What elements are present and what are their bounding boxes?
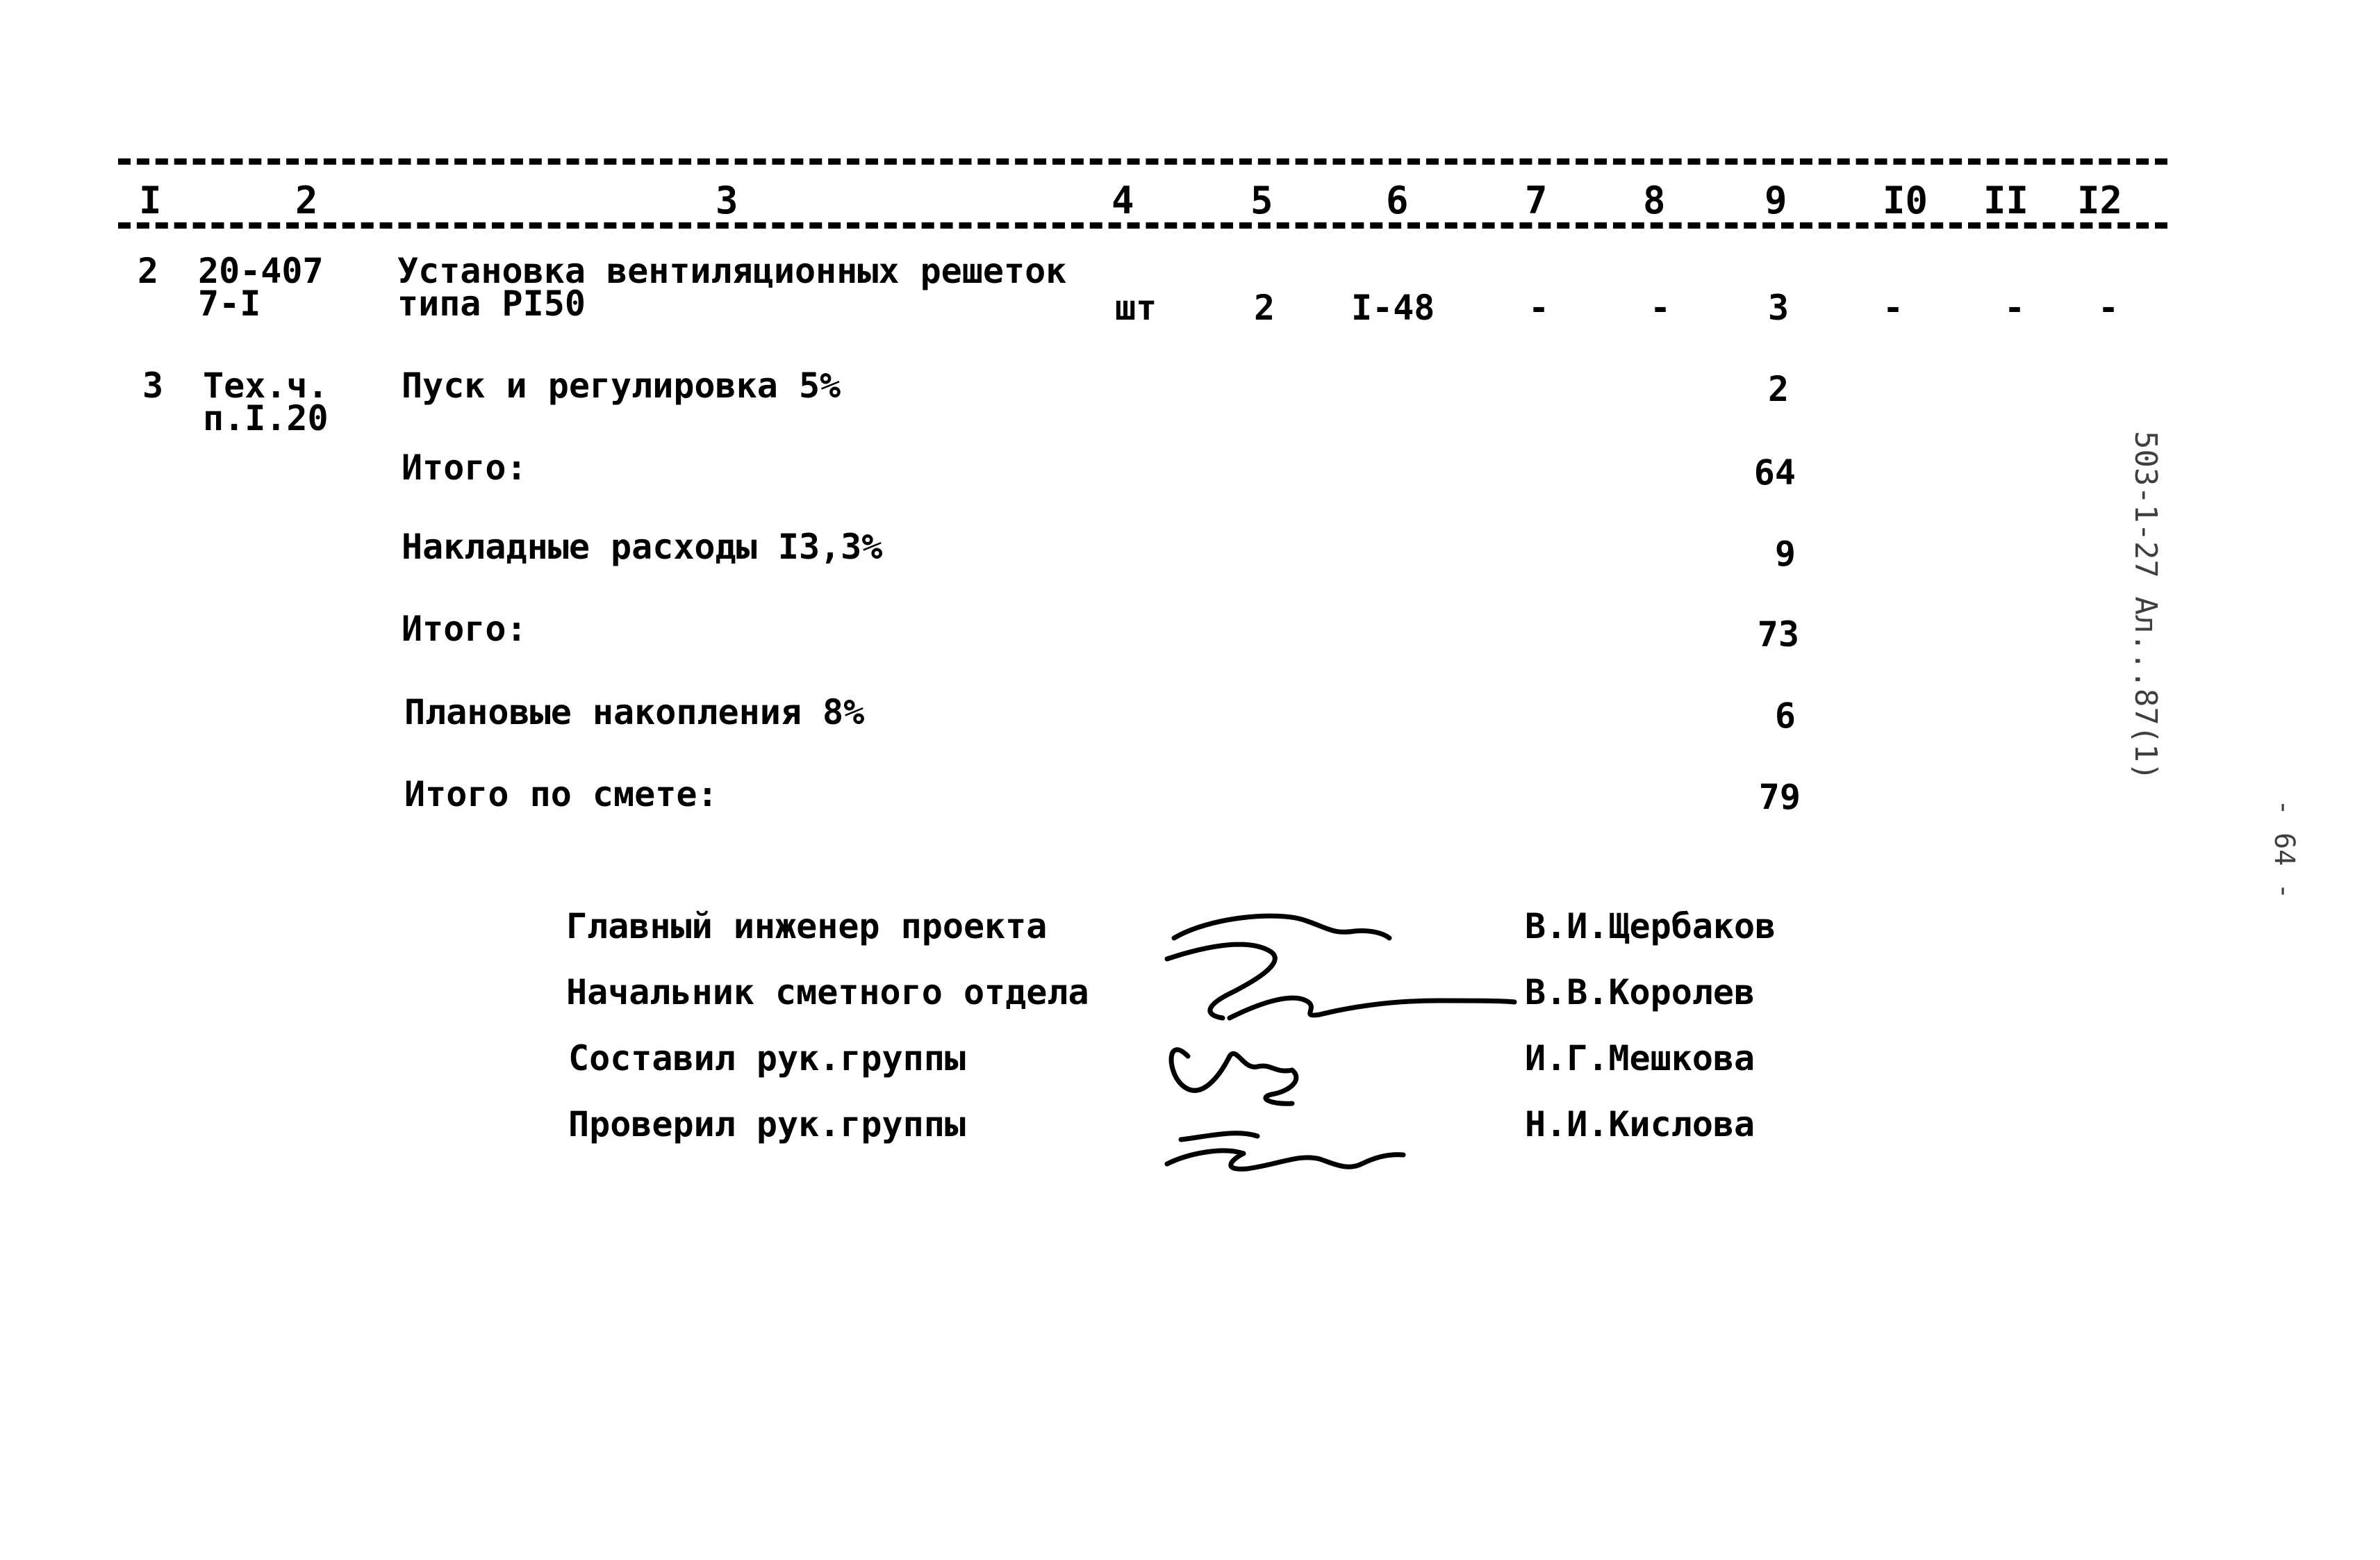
row-number: 3 (142, 366, 164, 406)
column-header: I (139, 179, 162, 222)
summary-value: 9 (1774, 534, 1796, 574)
column-header: II (1983, 179, 2029, 222)
signature-role: Проверил рук.группы (568, 1104, 966, 1144)
cell-col11: - (2004, 288, 2026, 328)
table-header-rule (118, 222, 2167, 229)
rate-code: Тех.ч. (203, 366, 329, 406)
signature-role: Составил рук.группы (568, 1038, 966, 1078)
summary-label: Накладные расходы I3,3% (402, 527, 883, 567)
signature-role: Главный инженер проекта (566, 906, 1048, 946)
page-number: - 64 - (2268, 799, 2300, 900)
handwritten-signature (1125, 896, 1528, 1188)
column-header: 8 (1643, 179, 1666, 222)
summary-label: Итого: (402, 448, 527, 488)
summary-value: 79 (1758, 777, 1801, 817)
signature-role: Начальник сметного отдела (566, 972, 1089, 1012)
price-cell: I-48 (1351, 288, 1435, 328)
cell-col8: - (1650, 288, 1671, 328)
summary-value: 6 (1774, 696, 1796, 736)
column-header: I2 (2077, 179, 2123, 222)
signer-name: И.Г.Мешкова (1525, 1038, 1755, 1078)
quantity-cell: 2 (1254, 288, 1275, 328)
rate-code: 7-I (198, 284, 261, 324)
cell-col9: 2 (1768, 369, 1790, 409)
column-header: 9 (1765, 179, 1787, 222)
column-header: 4 (1112, 179, 1134, 222)
work-name: Пуск и регулировка 5% (402, 366, 841, 406)
margin-document-code: 503-1-27 Ал...87(1) (2128, 431, 2163, 781)
rate-code: 20-407 (198, 251, 324, 291)
summary-label: Плановые накопления 8% (404, 692, 865, 732)
column-header: I0 (1883, 179, 1928, 222)
signer-name: В.И.Щербаков (1525, 906, 1776, 946)
summary-label: Итого: (402, 609, 527, 649)
work-name: Установка вентиляционных решеток (397, 251, 1067, 291)
signer-name: Н.И.Кислова (1525, 1104, 1755, 1144)
work-name: типа PI50 (397, 284, 586, 324)
row-number: 2 (138, 251, 159, 291)
cell-col7: - (1528, 288, 1550, 328)
rate-code: п.I.20 (203, 398, 329, 438)
column-header: 3 (716, 179, 738, 222)
column-header: 2 (295, 179, 318, 222)
column-header: 5 (1250, 179, 1273, 222)
unit-cell: шт (1115, 288, 1157, 328)
summary-label: Итого по смете: (404, 774, 718, 814)
summary-value: 64 (1753, 452, 1796, 493)
signer-name: В.В.Королев (1525, 972, 1755, 1012)
cell-col10: - (1883, 288, 1904, 328)
summary-value: 73 (1757, 614, 1799, 655)
table-top-rule (118, 158, 2167, 165)
cell-col9: 3 (1768, 288, 1790, 328)
column-header: 7 (1525, 179, 1548, 222)
column-header: 6 (1386, 179, 1409, 222)
cell-col12: - (2098, 288, 2119, 328)
